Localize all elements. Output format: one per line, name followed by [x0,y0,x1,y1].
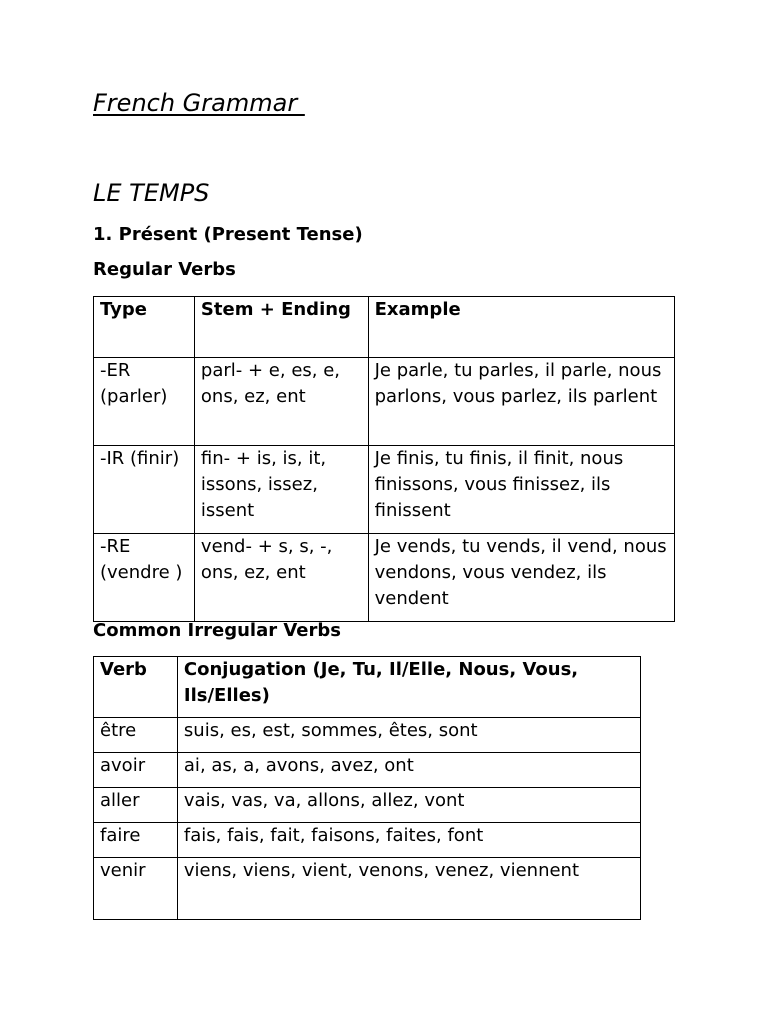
subsection-heading: 1. Présent (Present Tense) [93,224,363,245]
stem-ending-cell: fin- + is, is, it, issons, issez, issent [194,446,368,534]
verb-type-cell: -ER (parler) [94,358,195,446]
verb-cell: avoir [94,753,178,788]
conjugation-cell: viens, viens, vient, venons, venez, viennent [177,858,640,920]
irregular-verbs-heading: Common Irregular Verbs [93,620,341,641]
table-row [94,358,675,446]
table-row [94,718,641,753]
verb-cell: aller [94,788,178,823]
table-row [94,858,641,920]
column-header: Type [94,297,195,358]
table-row [94,823,641,858]
table-row [94,753,641,788]
verb-cell: venir [94,858,178,920]
stem-ending-cell: parl- + e, es, e, ons, ez, ent [194,358,368,446]
document-title: French Grammar [93,89,305,117]
column-header: Conjugation (Je, Tu, Il/Elle, Nous, Vous, Ils/Elles) [177,657,640,718]
table-header-row [94,297,675,358]
conjugation-cell: ai, as, a, avons, avez, ont [177,753,640,788]
example-cell: Je finis, tu finis, il finit, nous finissons, vous finissez, ils finissent [368,446,674,534]
column-header: Verb [94,657,178,718]
conjugation-cell: suis, es, est, sommes, êtes, sont [177,718,640,753]
verb-type-cell: -IR (finir) [94,446,195,534]
verb-cell: faire [94,823,178,858]
example-cell: Je parle, tu parles, il parle, nous parlons, vous parlez, ils parlent [368,358,674,446]
table-row [94,788,641,823]
regular-verbs-table [93,296,675,622]
table-row [94,534,675,622]
conjugation-cell: fais, fais, fait, faisons, faites, font [177,823,640,858]
stem-ending-cell: vend- + s, s, -, ons, ez, ent [194,534,368,622]
conjugation-cell: vais, vas, va, allons, allez, vont [177,788,640,823]
example-cell: Je vends, tu vends, il vend, nous vendons, vous vendez, ils vendent [368,534,674,622]
verb-cell: être [94,718,178,753]
regular-verbs-heading: Regular Verbs [93,259,236,280]
table-header-row [94,657,641,718]
column-header: Stem + Ending [194,297,368,358]
table-row [94,446,675,534]
verb-type-cell: -RE (vendre ) [94,534,195,622]
section-title: LE TEMPS [93,179,210,207]
column-header: Example [368,297,674,358]
irregular-verbs-table [93,656,641,920]
